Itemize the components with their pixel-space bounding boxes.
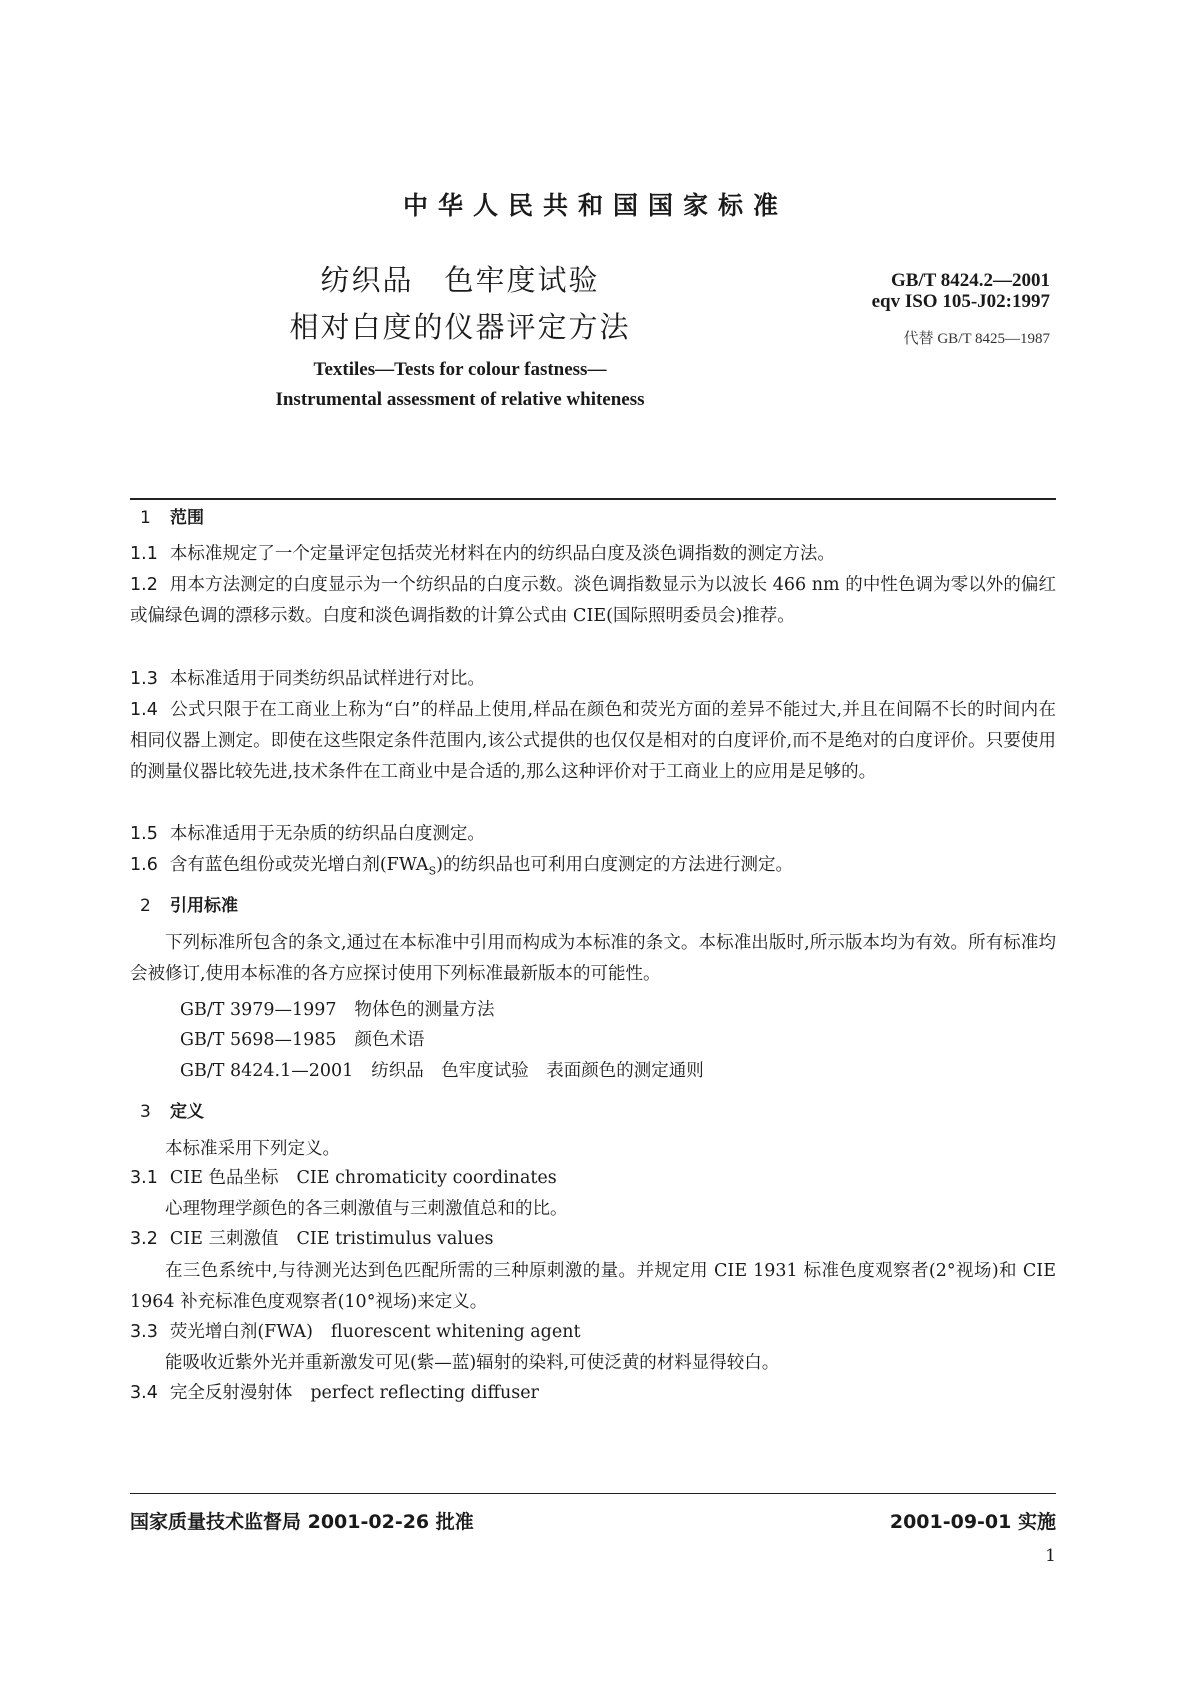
effective-date: 2001-09-01 实施 <box>889 1511 1056 1533</box>
title-en-line2: Instrumental assessment of relative whiteness <box>275 389 645 410</box>
section-3-intro: 本标准采用下列定义。 <box>165 1139 340 1159</box>
clause-1-5: 1.5 本标准适用于无杂质的纺织品白度测定。 <box>130 824 485 844</box>
definition-3-3: 能吸收近紫外光并重新激发可见(紫—蓝)辐射的染料,可使泛黄的材料显得较白。 <box>165 1353 780 1373</box>
section-2-intro: 下列标准所包含的条文,通过在本标准中引用而构成为本标准的条文。本标准出版时,所示版本均为有效。所有标准均会被修订,使用本标准的各方应探讨使用下列标准最新版本的可能性。 <box>130 933 1056 984</box>
standard-number: GB/T 8424.2—2001 <box>890 270 1050 291</box>
section-3-heading: 3 定义 <box>140 1102 204 1122</box>
national-standard-heading: 中华人民共和国国家标准 <box>402 191 788 220</box>
standard-equivalent: eqv ISO 105-J02:1997 <box>871 291 1050 312</box>
title-en-line1: Textiles—Tests for colour fastness— <box>313 359 607 380</box>
term-3-3: 3.3 荧光增白剂(FWA) fluorescent whitening agent <box>130 1322 581 1342</box>
section-1-heading: 1 范围 <box>140 508 204 528</box>
reference-2: GB/T 5698—1985 颜色术语 <box>180 1030 425 1050</box>
definition-3-1: 心理物理学颜色的各三刺激值与三刺激值总和的比。 <box>165 1199 568 1219</box>
header-divider <box>130 498 1056 500</box>
page-number: 1 <box>1045 1546 1056 1566</box>
reference-1: GB/T 3979—1997 物体色的测量方法 <box>180 1000 495 1020</box>
approval-date: 国家质量技术监督局 2001-02-26 批准 <box>130 1511 474 1533</box>
clause-1-6: 1.6 含有蓝色组份或荧光增白剂$(FWA_S)$的纺织品也可利用白度测定的方法进行测定。 <box>130 855 793 878</box>
term-3-2: 3.2 CIE 三刺激值 CIE tristimulus values <box>130 1229 494 1249</box>
clause-1-1: 1.1 本标准规定了一个定量评定包括荧光材料在内的纺织品白度及淡色调指数的测定方法。 <box>130 544 835 564</box>
section-2-heading: 2 引用标准 <box>140 896 238 916</box>
title-cn-line1: 纺织品 色牢度试验 <box>320 263 600 297</box>
clause-1-2: 1.2 用本方法测定的白度显示为一个纺织品的白度示数。淡色调指数显示为以波长 466 nm 的中性色调为零以外的偏红或偏绿色调的漂移示数。白度和淡色调指数的计算公式由 CIE(国际照明委员会)推荐。 <box>130 575 1056 626</box>
clause-1-3: 1.3 本标准适用于同类纺织品试样进行对比。 <box>130 669 485 689</box>
term-3-4: 3.4 完全反射漫射体 perfect reflecting diffuser <box>130 1383 539 1403</box>
term-3-1: 3.1 CIE 色品坐标 CIE chromaticity coordinates <box>130 1168 557 1188</box>
definition-3-2: 在三色系统中,与待测光达到色匹配所需的三种原刺激的量。并规定用 CIE 1931 标准色度观察者(2°视场)和 CIE 1964 补充标准色度观察者(10°视场)来定义。 <box>130 1261 1056 1312</box>
reference-3: GB/T 8424.1—2001 纺织品 色牢度试验 表面颜色的测定通则 <box>180 1061 704 1081</box>
clause-1-4: 1.4 公式只限于在工商业上称为“白”的样品上使用,样品在颜色和荧光方面的差异不能过大,并且在间隔不长的时间内在相同仪器上测定。即使在这些限定条件范围内,该公式提供的也仅仅是相对的白度评价,而不是绝对的白度评价。只要使用的测量仪器比较先进,技术条件在工商业中是合适的,那么这种评价对于工商业上的应用是足够的。 <box>130 700 1056 782</box>
footer-divider <box>130 1493 1056 1494</box>
title-cn-line2: 相对白度的仪器评定方法 <box>289 310 631 344</box>
standard-replaces: 代替 GB/T 8425—1987 <box>903 331 1050 347</box>
